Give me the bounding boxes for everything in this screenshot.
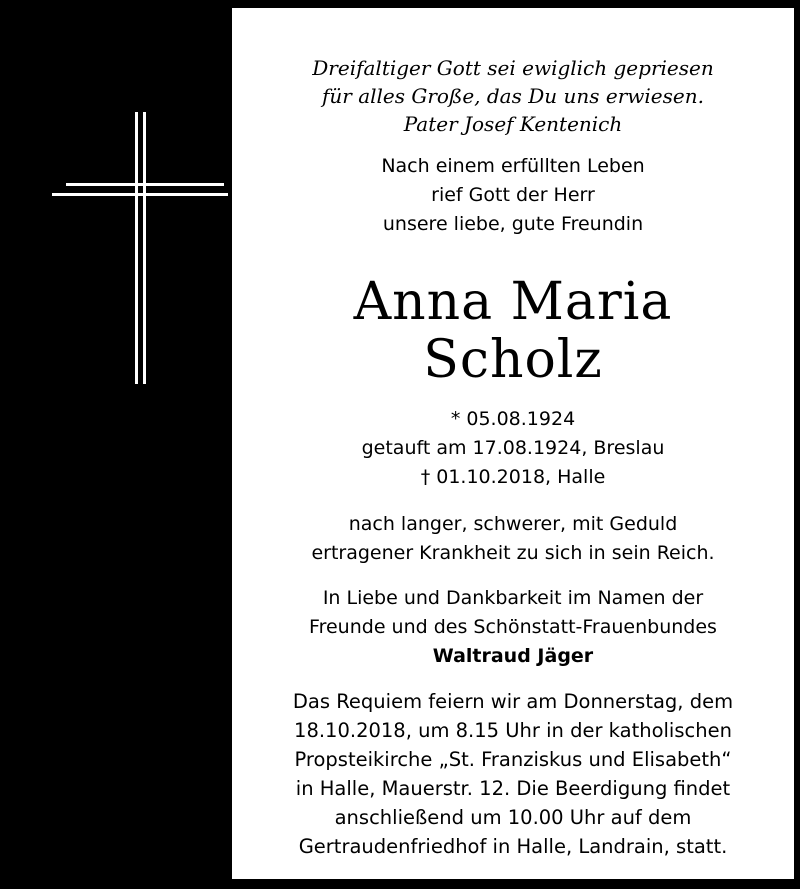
intro-text xyxy=(240,152,786,239)
birth-date: * 05.08.1924 xyxy=(450,408,576,430)
motto-line: Dreifaltiger Gott sei ewiglich gepriesen xyxy=(312,56,714,80)
deceased-surname: Scholz xyxy=(423,330,603,390)
requiem-line: in Halle, Mauerstr. 12. Die Beerdigung findet xyxy=(295,777,731,800)
death-date: † 01.10.2018, Halle xyxy=(420,466,606,488)
requiem-line: 18.10.2018, um 8.15 Uhr in der katholischen xyxy=(294,719,732,742)
cross-icon xyxy=(52,112,228,384)
black-sidebar xyxy=(0,0,232,889)
signature-line: In Liebe und Dankbarkeit im Namen der xyxy=(322,587,704,609)
intro-line: Nach einem erfüllten Leben xyxy=(381,155,645,177)
illness-line: nach langer, schwerer, mit Geduld xyxy=(348,513,678,535)
signature-block xyxy=(240,584,786,671)
motto-author: Pater Josef Kentenich xyxy=(403,112,623,136)
requiem-line: Propsteikirche „St. Franziskus und Elisabeth“ xyxy=(294,748,732,771)
deceased-first-names: Anna Maria xyxy=(353,272,673,332)
illness-line: ertragener Krankheit zu sich in sein Reich. xyxy=(311,542,715,564)
deceased-name xyxy=(240,273,786,389)
signature-line: Freunde und des Schönstatt-Frauenbundes xyxy=(309,616,717,638)
motto-line: für alles Große, das Du uns erwiesen. xyxy=(322,84,704,108)
requiem-info xyxy=(240,687,786,861)
frame-right-border xyxy=(794,0,800,889)
requiem-line: anschließend um 10.00 Uhr auf dem xyxy=(334,806,692,829)
signer-name: Waltraud Jäger xyxy=(432,645,594,667)
intro-line: unsere liebe, gute Freundin xyxy=(382,213,644,235)
motto-quote xyxy=(240,54,786,138)
baptism-date: getauft am 17.08.1924, Breslau xyxy=(361,437,665,459)
life-dates xyxy=(240,405,786,492)
illness-text xyxy=(240,510,786,568)
notice-text xyxy=(240,54,786,861)
requiem-line: Gertraudenfriedhof in Halle, Landrain, statt. xyxy=(298,835,728,858)
intro-line: rief Gott der Herr xyxy=(431,184,595,206)
requiem-line: Das Requiem feiern wir am Donnerstag, dem xyxy=(292,690,734,713)
